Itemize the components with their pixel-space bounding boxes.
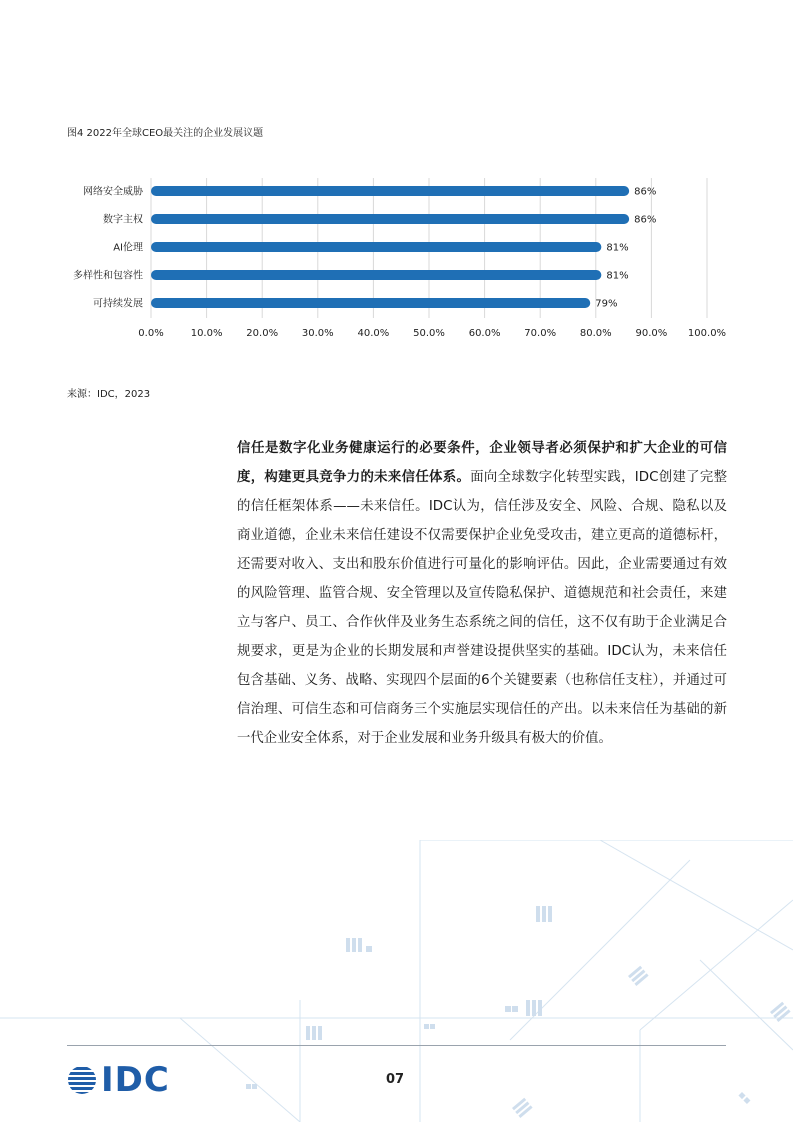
bar-value-label: 81% (606, 242, 629, 254)
category-label: 多样性和包容性 (73, 270, 143, 282)
category-label: 数字主权 (103, 214, 143, 226)
logo-text: IDC (101, 1060, 170, 1100)
x-tick-label: 50.0% (413, 328, 445, 339)
category-label: AI伦理 (113, 242, 143, 254)
idc-logo-icon (67, 1065, 97, 1095)
idc-logo (67, 1060, 170, 1100)
page-number: 07 (386, 1072, 405, 1087)
source-note: 来源：IDC，2023 (67, 389, 151, 400)
paragraph-text: 面向全球数字化转型实践，IDC创建了完整的信任框架体系——未来信任。IDC认为，信任涉及安全、风险、合规、隐私以及商业道德，企业未来信任建设不仅需要保护企业免受攻击，建立更高的道德标杆，还需要对收入、支出和股东价值进行可量化的影响评估。因此，企业需要通过有效的风险管理、监管合规、安全管理以及宣传隐私保护、道德规范和社会责任，来建立与客户、员工、合作伙伴及业务生态系统之间的信任，这不仅有助于企业满足合规要求，更是为企业的长期发展和声誉建设提供坚实的基础。IDC认为，未来信任包含基础、义务、战略、实现四个层面的6个关键要素（也称信任支柱），并通过可信治理、可信生态和可信商务三个实施层实现信任的产出。以未来信任为基础的新一代企业安全体系，对于企业发展和业务升级具有极大的价值。 (237, 470, 728, 746)
category-label: 网络安全威胁 (83, 186, 143, 198)
bar (151, 270, 601, 280)
x-tick-label: 30.0% (301, 328, 334, 339)
bar (151, 214, 629, 224)
x-tick-label: 80.0% (579, 328, 612, 339)
bar-chart (0, 170, 793, 355)
bar-value-label: 81% (606, 270, 629, 282)
x-tick-label: 90.0% (635, 328, 668, 339)
footer-divider (67, 1045, 726, 1046)
bar (151, 298, 590, 308)
x-tick-label: 60.0% (468, 328, 501, 339)
bar (151, 186, 629, 196)
bar-value-label: 86% (634, 214, 657, 226)
x-tick-label: 10.0% (190, 328, 223, 339)
x-tick-label: 40.0% (357, 328, 390, 339)
x-tick-label: 0.0% (138, 328, 164, 339)
x-tick-label: 70.0% (524, 328, 557, 339)
bar (151, 242, 601, 252)
bar-value-label: 86% (634, 186, 657, 198)
figure-title: 图4 2022年全球CEO最关注的企业发展议题 (67, 128, 264, 139)
category-label: 可持续发展 (93, 298, 143, 310)
body-paragraph (237, 434, 727, 753)
bar-value-label: 79% (595, 298, 618, 310)
x-tick-label: 20.0% (246, 328, 279, 339)
paragraph-bold-lead: 信任是数字化业务健康运行的必要条件，企业领导者必须保护和扩大企业的可信度，构建更具竞争力的未来信任体系。 (237, 441, 727, 485)
x-tick-label: 100.0% (687, 328, 727, 339)
